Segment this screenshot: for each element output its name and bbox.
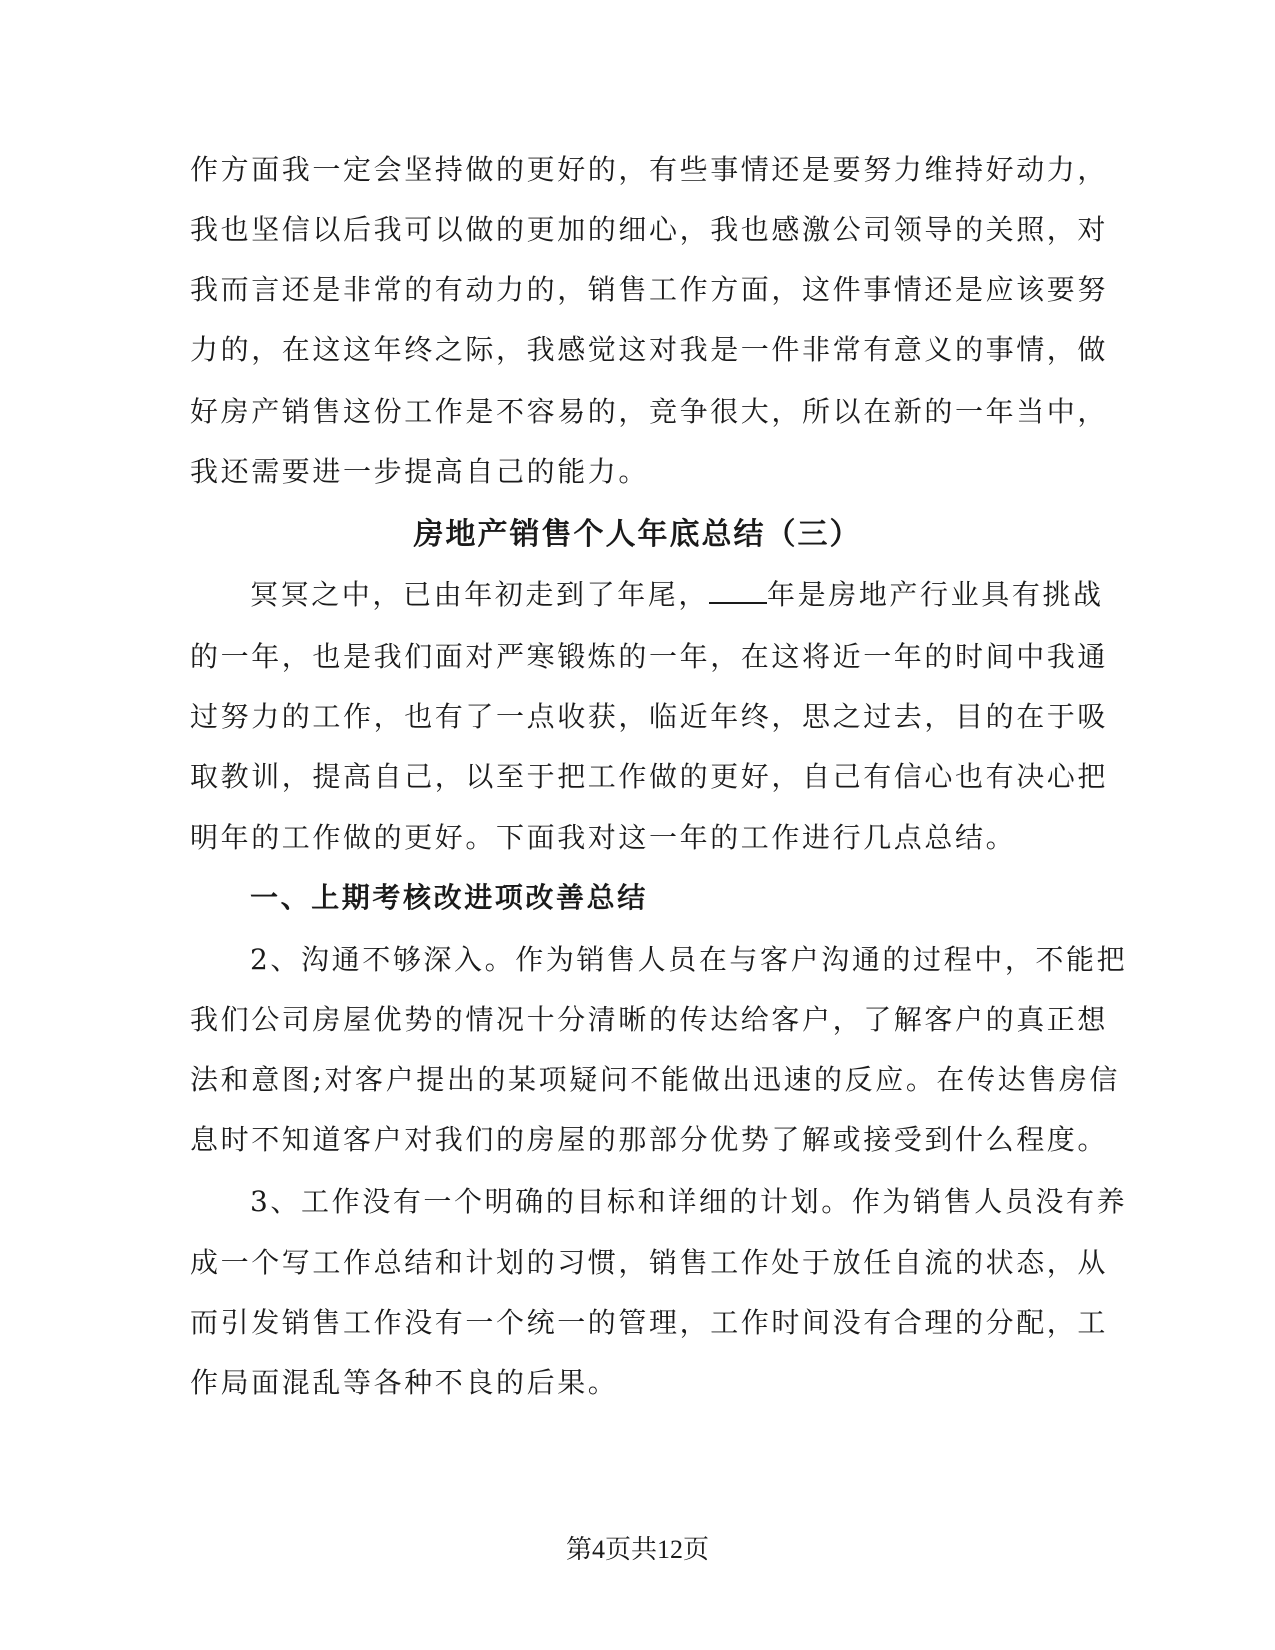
paragraph-line: 的一年，也是我们面对严寒锻炼的一年，在这将近一年的时间中我通 [190,640,1109,673]
list-item-first-line: 2、沟通不够深入。作为销售人员在与客户沟通的过程中，不能把 [250,943,1128,976]
year-blank [709,576,767,604]
page-number: 第4页共12页 [565,1535,709,1564]
paragraph-line: 我而言还是非常的有动力的，销售工作方面，这件事情还是应该要努 [190,273,1109,306]
paragraph-line: 过努力的工作，也有了一点收获，临近年终，思之过去，目的在于吸 [190,700,1109,733]
paragraph-line: 取教训，提高自己，以至于把工作做的更好，自己有信心也有决心把 [190,760,1109,793]
paragraph-line: 作方面我一定会坚持做的更好的，有些事情还是要努力维持好动力， [190,153,1109,186]
paragraph-line: 法和意图;对客户提出的某项疑问不能做出迅速的反应。在传达售房信 [190,1063,1121,1096]
paragraph-first-line [250,575,1104,615]
paragraph-line: 我也坚信以后我可以做的更加的细心，我也感激公司领导的关照，对 [190,213,1109,246]
paragraph-line: 明年的工作做的更好。下面我对这一年的工作进行几点总结。 [190,821,1017,854]
paragraph-line: 好房产销售这份工作是不容易的，竞争很大，所以在新的一年当中， [190,395,1109,428]
paragraph-line: 作局面混乱等各种不良的后果。 [190,1366,619,1399]
intro-text-before-blank: 冥冥之中，已由年初走到了年尾， [250,578,710,611]
intro-text-after-blank: 年是房地产行业具有挑战 [767,578,1104,611]
paragraph-line: 我们公司房屋优势的情况十分清晰的传达给客户，了解客户的真正想 [190,1003,1109,1036]
paragraph-line: 力的，在这这年终之际，我感觉这对我是一件非常有意义的事情，做 [190,333,1109,366]
section-heading: 一、上期考核改进项改善总结 [250,881,648,914]
list-item-first-line: 3、工作没有一个明确的目标和详细的计划。作为销售人员没有养 [250,1185,1128,1218]
paragraph-line: 息时不知道客户对我们的房屋的那部分优势了解或接受到什么程度。 [190,1123,1109,1156]
section-title: 房地产销售个人年底总结（三） [413,517,862,552]
paragraph-line: 而引发销售工作没有一个统一的管理，工作时间没有合理的分配，工 [190,1306,1109,1339]
paragraph-line: 成一个写工作总结和计划的习惯，销售工作处于放任自流的状态，从 [190,1246,1109,1279]
paragraph-line: 我还需要进一步提高自己的能力。 [190,455,650,488]
